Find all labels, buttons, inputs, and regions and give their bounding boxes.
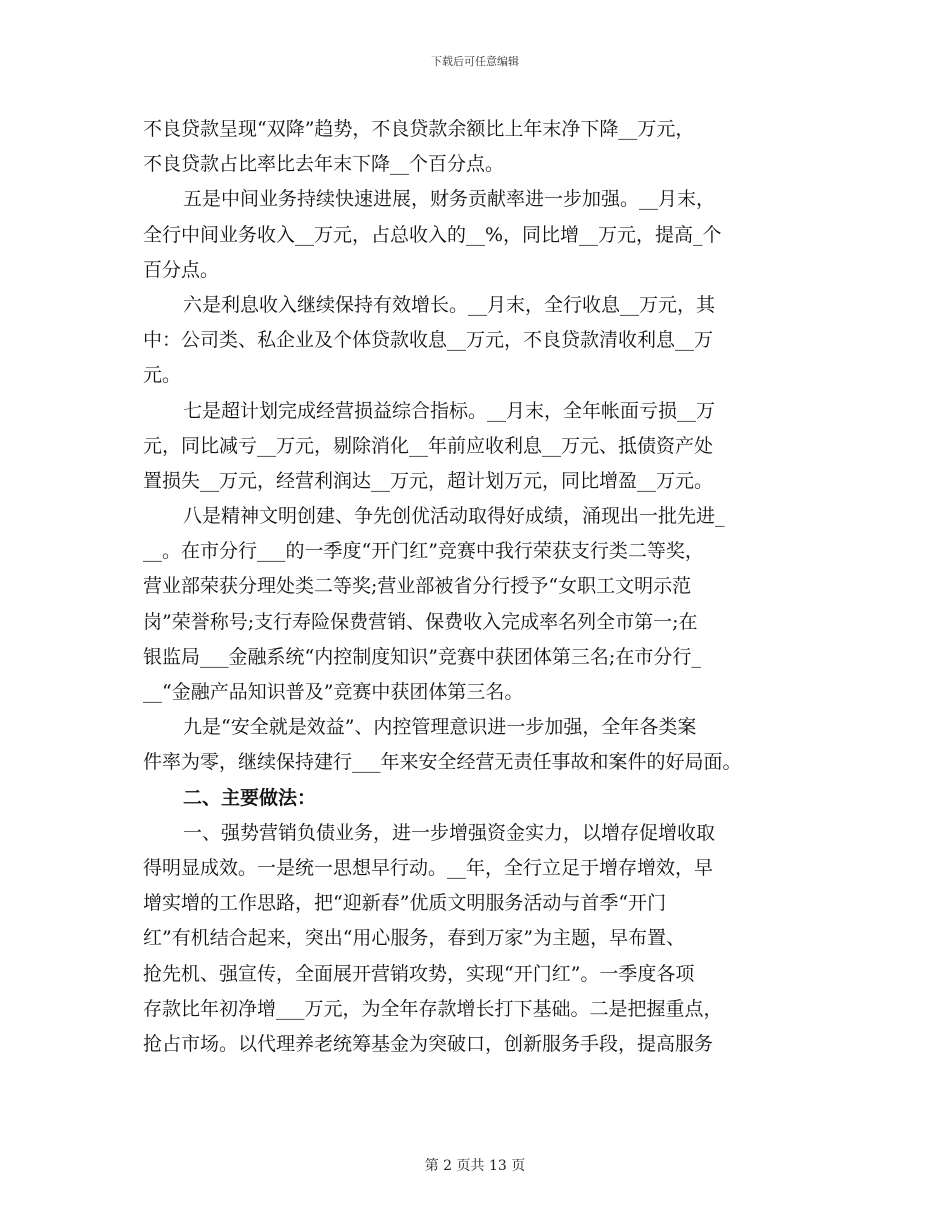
- text-line: 抢先机、强宣传，全面展开营销攻势，实现“开门红”。一季度各项: [143, 962, 695, 985]
- text-line: 七是超计划完成经营损益综合指标。__月末，全年帐面亏损__万: [183, 399, 716, 422]
- text-line: 抢占市场。以代理养老统筹基金为突破口，创新服务手段，提高服务: [143, 1032, 714, 1055]
- text-line: 百分点。: [143, 258, 220, 281]
- page-header: 下载后可任意编辑: [431, 55, 519, 68]
- text-line: 全行中间业务收入__万元，占总收入的__%，同比增__万元，提高_个: [143, 223, 722, 246]
- text-line: 中：公司类、私企业及个体贷款收息__万元，不良贷款清收利息__万: [143, 329, 714, 352]
- page-footer: 第 2 页共 13 页: [424, 1158, 526, 1174]
- text-line: 置损失__万元，经营利润达__万元，超计划万元，同比增盈__万元。: [143, 469, 714, 492]
- text-line: 不良贷款呈现“双降”趋势，不良贷款余额比上年末净下降__万元，: [143, 118, 695, 140]
- text-line: 增实增的工作思路，把“迎新春”优质文明服务活动与首季“开门: [143, 892, 667, 915]
- document-body: [143, 112, 811, 1062]
- text-line: 岗”荣誉称号;支行寿险保费营销、保费收入完成率名列全市第一;在: [143, 610, 698, 633]
- text-line: 存款比年初净增___万元，为全年存款增长打下基础。二是把握重点，: [143, 997, 723, 1020]
- text-line: 银监局___金融系统“内控制度知识”竞赛中获团体第三名;在市分行_: [143, 645, 701, 668]
- text-line: 元，同比减亏__万元，剔除消化__年前应收利息__万元、抵债资产处: [143, 434, 714, 457]
- text-line: 六是利息收入继续保持有效增长。__月末，全行收息__万元，其: [183, 293, 716, 316]
- text-line: 元。: [143, 364, 182, 387]
- text-line: 件率为零，继续保持建行___年来安全经营无责任事故和案件的好局面。: [143, 751, 742, 774]
- text-line: 不良贷款占比率比去年末下降__个百分点。: [143, 153, 505, 176]
- text-line: 九是“安全就是效益”、内控管理意识进一步加强，全年各类案: [183, 716, 697, 739]
- text-line: 八是精神文明创建、争先创优活动取得好成绩，涌现出一批先进_: [183, 505, 725, 528]
- text-line: 五是中间业务持续快速进展，财务贡献率进一步加强。__月末，: [183, 188, 716, 211]
- section-heading: 二、主要做法：: [183, 786, 317, 809]
- text-line: 营业部荣获分理处类二等奖;营业部被省分行授予“女职工文明示范: [143, 575, 692, 598]
- text-line: __。在市分行___的一季度“开门红”竞赛中我行荣获支行类二等奖，: [143, 540, 704, 563]
- text-line: 一、强势营销负债业务，进一步增强资金实力，以增存促增收取: [183, 821, 716, 844]
- text-line: 得明显成效。一是统一思想早行动。__年，全行立足于增存增效，早: [143, 856, 714, 879]
- text-line: 红”有机结合起来，突出“用心服务，春到万家”为主题，早布置、: [143, 927, 686, 950]
- text-line: __“金融产品知识普及”竞赛中获团体第三名。: [143, 681, 524, 703]
